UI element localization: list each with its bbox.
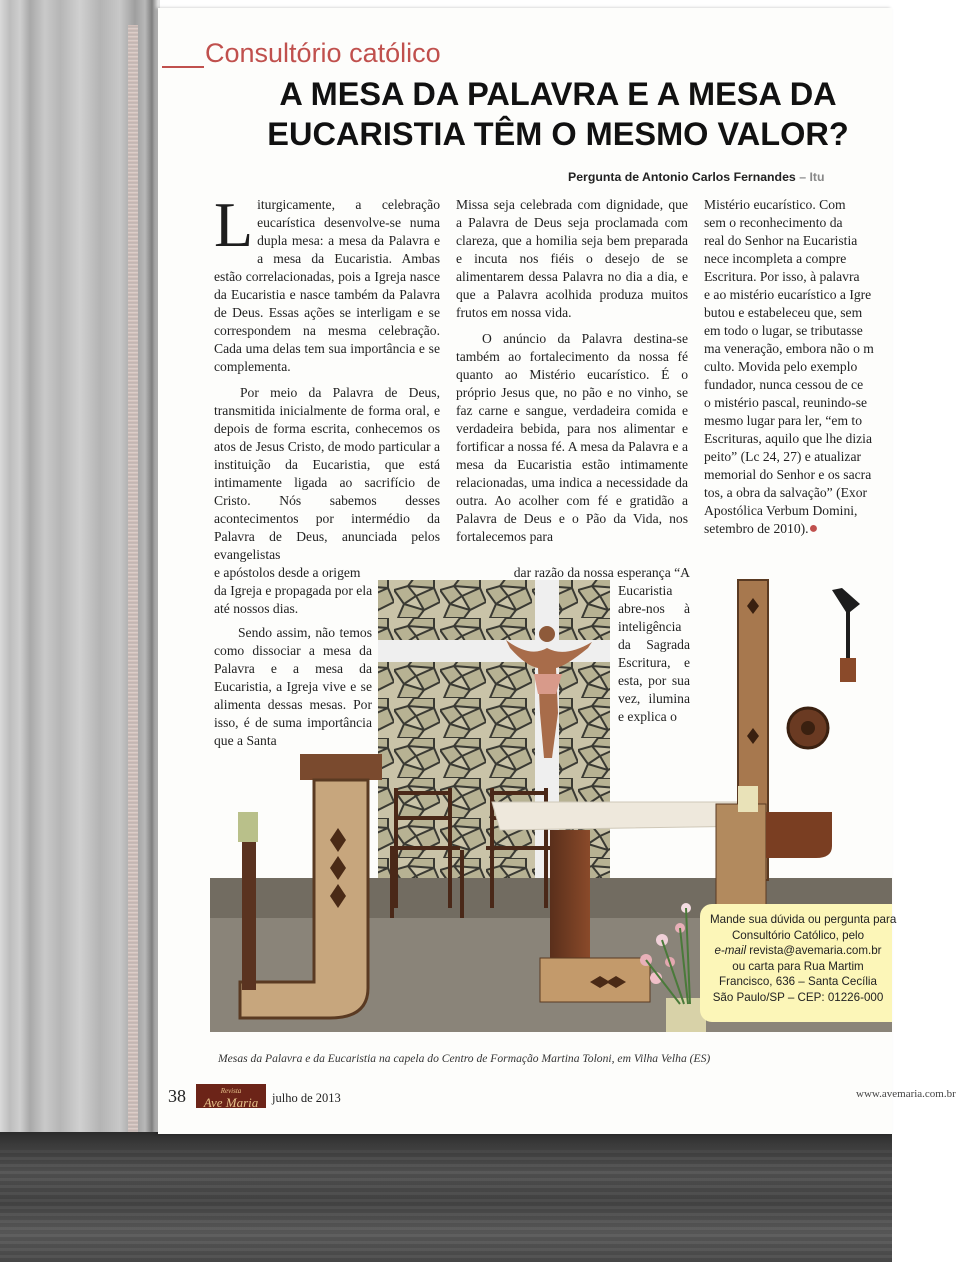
headline-line-1: A MESA DA PALAVRA E A MESA DA	[279, 76, 837, 112]
col3-line: real do Senhor na Eucaristia	[704, 233, 858, 248]
photo-caption: Mesas da Palavra e da Eucaristia na capela do Centro de Formação Martina Toloni, em Vilha Velha (ES)	[218, 1052, 711, 1065]
question-callout	[700, 904, 897, 1022]
magazine-logo	[196, 1084, 266, 1108]
col3-line: fundador, nunca cessou de ce	[704, 377, 864, 392]
callout-line: Consultório Católico, pelo	[731, 928, 865, 942]
col3-line: mesmo lugar para ler, “em to	[704, 413, 862, 428]
issue-date: julho de 2013	[272, 1091, 341, 1105]
wooden-cross	[716, 580, 832, 924]
paragraph-5-continuation: dar razão da nossa esperança “A	[513, 565, 690, 580]
col3-line: peito” (Lc 24, 27) e atualizar	[704, 449, 862, 464]
callout-line: Mande sua dúvida ou pergunta para	[710, 913, 897, 926]
scanner-background	[0, 1132, 892, 1262]
callout-line: Francisco, 636 – Santa Cecília	[719, 975, 877, 988]
paragraph-2-continuation: e apóstolos desde a origem da Igreja e propagada por ela até nossos dias.	[214, 565, 373, 616]
col3-line: butou e estabeleceu que, sem	[704, 305, 863, 320]
col3-line: sem o reconhecimento da	[704, 215, 843, 230]
callout-line	[710, 943, 886, 959]
text-column-2	[456, 196, 688, 554]
col3-line: Escritura. Por isso, à palavra	[704, 269, 860, 284]
paragraph-5: O anúncio da Palavra destina-se também ao fortalecimento da nossa fé quanto ao Mistério eucarístico. É o próprio Jesus que, no pão e no vinho, se faz carne e sangue, verdadeira comida e verdadeira bebida, para nos alimentar e fortificar a nossa fé. A mesa da Palavra e a mesa da Eucaristia estão intimamente relacionadas, uma indica a necessidade da outra. Ao acolher com fé e gratidão a Palavra de Deus e o Pão da Vida, nos fortalecemos para	[456, 331, 688, 544]
col3-line: Escrituras, aquilo que lhe dizia	[704, 431, 872, 446]
paragraph-5-narrow-wrap: Eucaristia abre-nos à inteligência da Sagrada Escritura, e esta, por sua vez, ilumina e explica o	[618, 583, 690, 724]
col3-line: Mistério eucarístico. Com	[704, 197, 846, 212]
col3-line: o mistério pascal, reunindo-se	[704, 395, 868, 410]
col3-last-line: setembro de 2010).	[704, 521, 809, 536]
callout-email[interactable]: revista@avemaria.com.br	[749, 944, 882, 957]
paragraph-3-text: Sendo assim, não temos como dissociar a mesa da Palavra e a mesa da Eucaristia, a Igreja vive e se alimenta dessas mesas. Por isso, é de suma importância que a Santa	[214, 625, 372, 748]
headline	[258, 74, 858, 154]
logo-small-text: Revista	[220, 1087, 242, 1095]
end-bullet: ●	[808, 520, 819, 537]
text-column-1	[214, 189, 440, 572]
site-url[interactable]: www.avemaria.com.br	[856, 1088, 956, 1100]
col3-line: ma veneração, embora não o m	[704, 341, 874, 356]
page-number: 38	[168, 1086, 186, 1106]
section-title: Consultório católico	[205, 38, 441, 68]
col3-line: memorial do Senhor e os sacra	[704, 467, 872, 482]
paragraph-2: Por meio da Palavra de Deus, transmitida inicialmente de forma oral, e depois de forma escrita, conhecemos os atos de Jesus Cristo, de modo particular a instituição da Eucaristia, que está intimamente ligada ao sacrifício de Cristo. Nós sabemos desses acontecimentos por intermédio da Palavra de Deus, anunciada pelos evangelistas	[214, 385, 440, 562]
col3-line: e ao mistério eucarístico a Igre	[704, 287, 872, 302]
col3-line: nece incompleta a compre	[704, 251, 847, 266]
col3-line: tos, a obra da salvação” (Exor	[704, 485, 868, 500]
col3-line: culto. Movida pelo exemplo	[704, 359, 858, 374]
text-column-3	[704, 196, 892, 582]
drop-cap: L	[214, 189, 254, 260]
paragraph-1-text: iturgicamente, a celebração eucarística desenvolve-se numa dupla mesa: a mesa da Palavra e a mesa da Eucaristia. Ambas estão correlacionadas, pois a Igreja nasce da Eucaristia e nasce também da Palavra de Deus. Essas ações se interligam e se correspondem na mesma celebração. Cada uma delas tem sua importância e se complementa.	[214, 197, 440, 374]
byline: Pergunta de Antonio Carlos Fernandes – Itu	[568, 170, 825, 184]
paragraph-1	[214, 189, 440, 376]
paragraph-4: Missa seja celebrada com dignidade, que a Palavra de Deus seja proclamada com clareza, que a homilia seja bem preparada e incuta nos fiéis o desejo de se alimentarem dessa Palavra no dia a dia, e que a Palavra acolhida produza muitos frutos em nossa vida.	[456, 197, 688, 320]
logo-main-text: Ave Maria	[203, 1095, 259, 1110]
callout-email-label: e-mail	[714, 944, 747, 957]
callout-line: ou carta para Rua Martim	[732, 959, 864, 973]
col3-line: Apostólica Verbum Domini,	[704, 503, 858, 518]
headline-line-2: EUCARISTIA TÊM O MESMO VALOR?	[267, 116, 849, 152]
col3-line	[704, 520, 892, 538]
callout-line: São Paulo/SP – CEP: 01226-000	[712, 990, 884, 1004]
section-rule	[162, 66, 204, 68]
book-page-stack	[0, 0, 160, 1140]
byline-text: Pergunta de Antonio Carlos Fernandes	[568, 170, 796, 184]
col3-line: em todo o lugar, se tributasse	[704, 323, 863, 338]
